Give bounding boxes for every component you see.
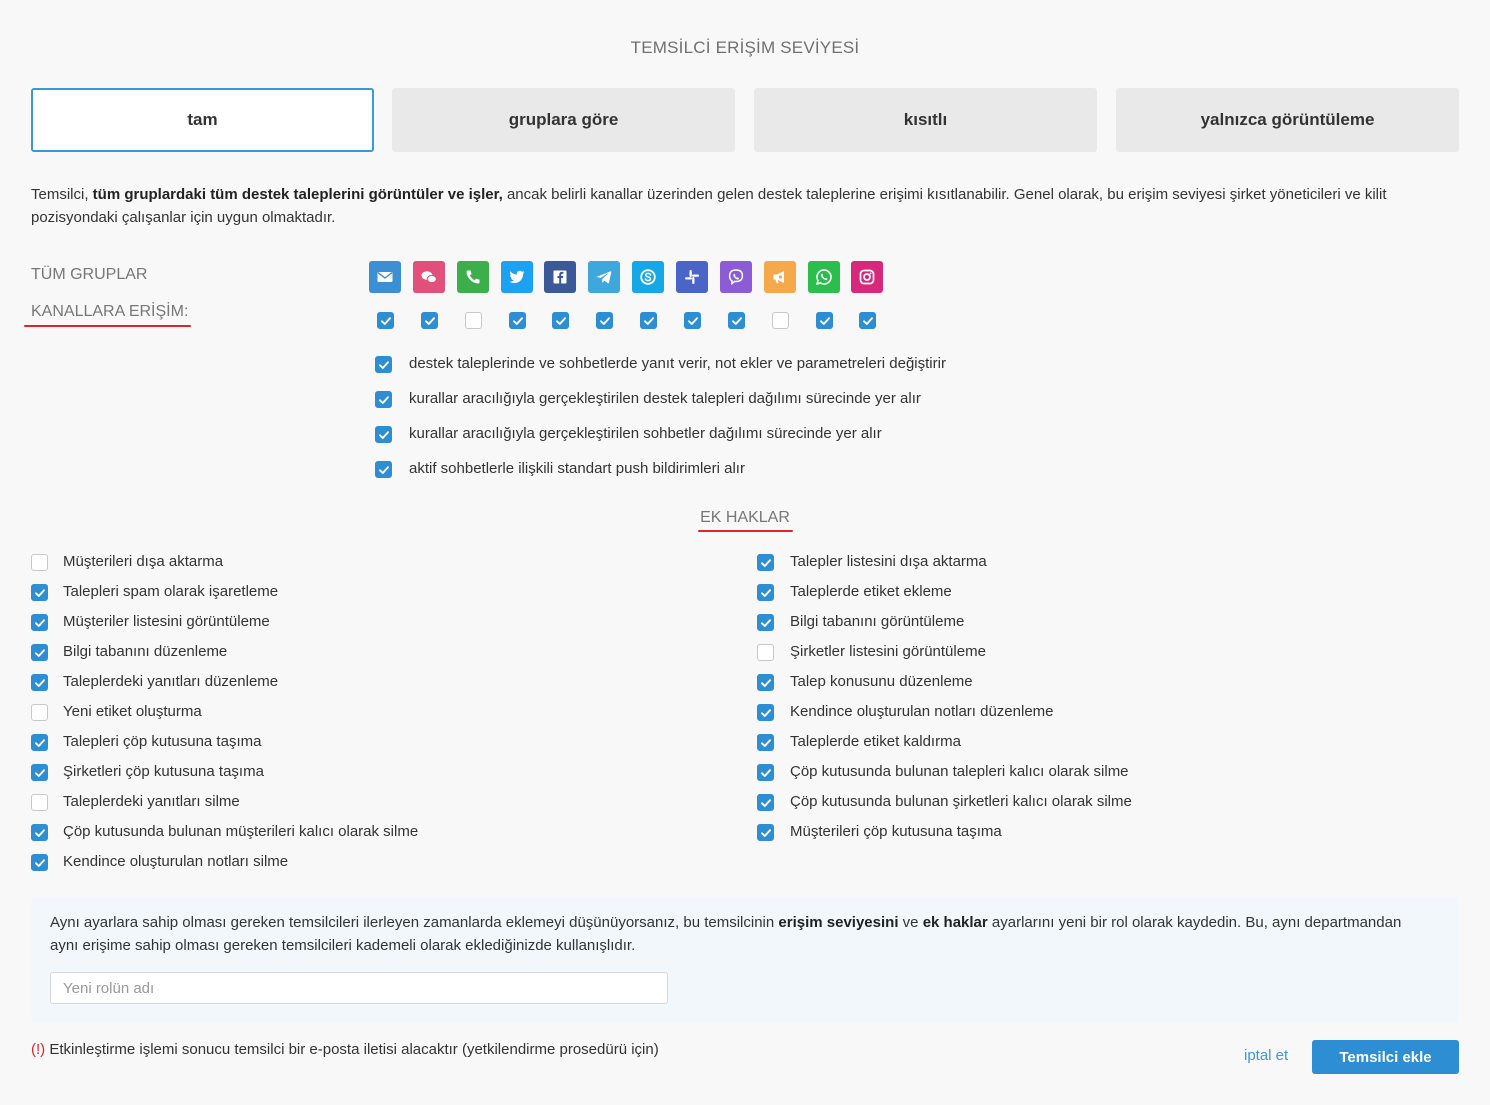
- channel-checkbox-instagram[interactable]: [859, 312, 876, 329]
- extra-right-label: Taleplerde etiket kaldırma: [790, 733, 961, 750]
- new-role-name-input[interactable]: [50, 972, 668, 1004]
- main-option-checkbox[interactable]: [375, 391, 392, 408]
- channel-checkbox-phone[interactable]: [465, 312, 482, 329]
- tab-full[interactable]: tam: [31, 88, 374, 152]
- extra-right-label: Şirketleri çöp kutusuna taşıma: [63, 763, 264, 780]
- channel-checkbox-whatsapp[interactable]: [816, 312, 833, 329]
- main-option-label: aktif sohbetlerle ilişkili standart push bildirimleri alır: [409, 460, 745, 477]
- extra-right-checkbox[interactable]: [31, 854, 48, 871]
- extra-right-label: Kendince oluşturulan notları düzenleme: [790, 703, 1054, 720]
- channel-checkbox-viber[interactable]: [728, 312, 745, 329]
- extra-rights-underline: [698, 530, 793, 532]
- role-text-3: ayarlarını yeni bir rol olarak kaydedin. Bu, aynı departmandan aynı erişime sahip olması gereken temsilcileri kademeli olarak eklediğinizde kullanışlıdır.: [50, 914, 1402, 954]
- channel-checkbox-email[interactable]: [377, 312, 394, 329]
- extra-right-checkbox[interactable]: [31, 704, 48, 721]
- extra-right-label: Bilgi tabanını görüntüleme: [790, 613, 965, 630]
- extra-right-checkbox[interactable]: [757, 794, 774, 811]
- channel-checkbox-facebook[interactable]: [552, 312, 569, 329]
- extra-right-checkbox[interactable]: [757, 704, 774, 721]
- extra-right-label: Taleplerde etiket ekleme: [790, 583, 952, 600]
- save-role-text: [50, 911, 1430, 957]
- access-level-tabs: [31, 88, 1459, 152]
- facebook-icon: [544, 261, 576, 293]
- channel-access-label: KANALLARA ERİŞİM:: [31, 303, 189, 320]
- extra-right-checkbox[interactable]: [757, 674, 774, 691]
- whatsapp-icon: [808, 261, 840, 293]
- extra-right-checkbox[interactable]: [31, 644, 48, 661]
- extra-right-label: Çöp kutusunda bulunan talepleri kalıcı olarak silme: [790, 763, 1129, 780]
- instagram-icon: [851, 261, 883, 293]
- extra-right-checkbox[interactable]: [757, 614, 774, 631]
- main-option-label: destek taleplerinde ve sohbetlerde yanıt verir, not ekler ve parametreleri değiştirir: [409, 355, 946, 372]
- description-prefix: Temsilci,: [31, 186, 93, 203]
- extra-right-checkbox[interactable]: [31, 734, 48, 751]
- role-bold-extra-rights: ek haklar: [922, 914, 988, 931]
- phone-icon: [457, 261, 489, 293]
- extra-rights-title-text: EK HAKLAR: [700, 509, 790, 526]
- extra-right-label: Kendince oluşturulan notları silme: [63, 853, 289, 870]
- extra-right-checkbox[interactable]: [757, 584, 774, 601]
- extra-right-checkbox[interactable]: [31, 614, 48, 631]
- cancel-link[interactable]: iptal et: [1244, 1047, 1289, 1064]
- email-icon: [369, 261, 401, 293]
- extra-right-label: Müşterileri çöp kutusuna taşıma: [790, 823, 1002, 840]
- main-option-label: kurallar aracılığıyla gerçekleştirilen destek talepleri dağılımı sürecinde yer alır: [409, 390, 921, 407]
- telegram-icon: [588, 261, 620, 293]
- channel-checkbox-chat[interactable]: [421, 312, 438, 329]
- extra-right-label: Yeni etiket oluşturma: [63, 703, 202, 720]
- extra-right-checkbox[interactable]: [31, 554, 48, 571]
- channel-access-underline: [24, 325, 191, 327]
- chat-icon: [413, 261, 445, 293]
- channel-checkbox-twitter[interactable]: [509, 312, 526, 329]
- viber-icon: [720, 261, 752, 293]
- extra-right-checkbox[interactable]: [757, 554, 774, 571]
- extra-right-checkbox[interactable]: [31, 584, 48, 601]
- main-option-checkbox[interactable]: [375, 426, 392, 443]
- extra-right-checkbox[interactable]: [757, 734, 774, 751]
- page-title: TEMSİLCİ ERİŞİM SEVİYESİ: [630, 38, 860, 57]
- save-role-box: [31, 897, 1459, 1023]
- extra-right-checkbox[interactable]: [757, 644, 774, 661]
- email-notice: [31, 1041, 659, 1058]
- extra-right-label: Bilgi tabanını düzenleme: [63, 643, 228, 660]
- extra-right-label: Talep konusunu düzenleme: [790, 673, 973, 690]
- extra-right-label: Müşterileri dışa aktarma: [63, 553, 224, 570]
- extra-right-label: Müşteriler listesini görüntüleme: [63, 613, 270, 630]
- extra-right-label: Taleplerdeki yanıtları silme: [63, 793, 240, 810]
- extra-rights-title: [0, 509, 1490, 527]
- extra-right-checkbox[interactable]: [31, 674, 48, 691]
- email-notice-text: Etkinleştirme işlemi sonucu temsilci bir e-posta iletisi alacaktır (yetkilendirme prosedürü için): [45, 1041, 659, 1058]
- tab-view-only[interactable]: yalnızca görüntüleme: [1116, 88, 1459, 152]
- extra-right-checkbox[interactable]: [757, 764, 774, 781]
- extra-right-label: Taleplerdeki yanıtları düzenleme: [63, 673, 279, 690]
- add-agent-button[interactable]: Temsilci ekle: [1312, 1040, 1459, 1074]
- extra-right-checkbox[interactable]: [31, 824, 48, 841]
- role-bold-access-level: erişim seviyesini: [778, 914, 899, 931]
- main-option-checkbox[interactable]: [375, 356, 392, 373]
- description-bold: tüm gruplardaki tüm destek taleplerini görüntüler ve işler,: [92, 186, 503, 203]
- main-option-label: kurallar aracılığıyla gerçekleştirilen sohbetler dağılımı sürecinde yer alır: [409, 425, 882, 442]
- all-groups-label: TÜM GRUPLAR: [31, 266, 148, 283]
- twitter-icon: [501, 261, 533, 293]
- extra-right-checkbox[interactable]: [757, 824, 774, 841]
- role-text-1: Aynı ayarlara sahip olması gereken temsilcileri ilerleyen zamanlarda eklemeyi düşünüyorsanız, bu temsilcinin: [50, 914, 779, 931]
- main-option-checkbox[interactable]: [375, 461, 392, 478]
- warning-mark: (!): [31, 1041, 46, 1058]
- extra-right-checkbox[interactable]: [31, 764, 48, 781]
- slack-icon: [676, 261, 708, 293]
- skype-icon: [632, 261, 664, 293]
- extra-right-checkbox[interactable]: [31, 794, 48, 811]
- extra-right-label: Talepleri spam olarak işaretleme: [63, 583, 279, 600]
- channel-checkbox-skype[interactable]: [640, 312, 657, 329]
- access-level-description: [31, 183, 1459, 229]
- extra-right-label: Talepleri çöp kutusuna taşıma: [63, 733, 262, 750]
- channel-checkbox-telegram[interactable]: [596, 312, 613, 329]
- extra-right-label: Talepler listesini dışa aktarma: [790, 553, 987, 570]
- extra-right-label: Şirketler listesini görüntüleme: [790, 643, 986, 660]
- extra-right-label: Çöp kutusunda bulunan şirketleri kalıcı olarak silme: [790, 793, 1132, 810]
- megaphone-icon: [764, 261, 796, 293]
- tab-by-groups[interactable]: gruplara göre: [392, 88, 735, 152]
- channel-checkbox-slack[interactable]: [684, 312, 701, 329]
- role-text-2: ve: [898, 914, 923, 931]
- extra-right-label: Çöp kutusunda bulunan müşterileri kalıcı olarak silme: [63, 823, 419, 840]
- tab-restricted[interactable]: kısıtlı: [754, 88, 1097, 152]
- description-suffix: ancak belirli kanallar üzerinden gelen destek taleplerine erişimi kısıtlanabilir. Genel olarak, bu erişim seviyesi şirket yöneticileri ve kilit pozisyondaki çalışanlar için uygun olmaktadır.: [31, 186, 1387, 226]
- channel-checkbox-megaphone[interactable]: [772, 312, 789, 329]
